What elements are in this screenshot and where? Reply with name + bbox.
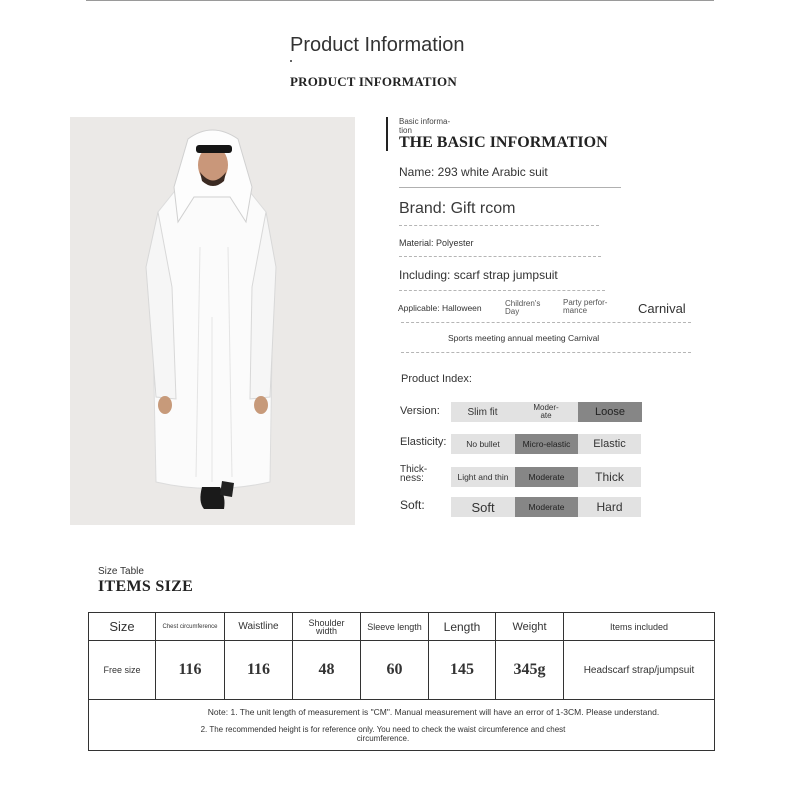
product-brand: Brand: Gift rcom <box>399 200 516 217</box>
cell-items-included: Headscarf strap/jumpsuit <box>564 641 715 700</box>
index-label-thickness: Thick- ness: <box>400 464 428 484</box>
applicable-carnival: Carnival <box>638 301 686 316</box>
page-title: Product Information <box>290 34 465 56</box>
header-shoulder: Shoulder width <box>293 613 361 641</box>
cell-chest: 116 <box>156 641 225 700</box>
product-photo <box>70 117 355 525</box>
divider <box>399 290 605 291</box>
cell-length: 145 <box>429 641 496 700</box>
divider <box>401 322 691 323</box>
cell-weight: 345g <box>496 641 564 700</box>
divider <box>401 352 691 353</box>
size-table-small-label: Size Table <box>98 566 144 577</box>
size-table-notes-row <box>89 700 715 751</box>
applicable-party: Party perfor- mance <box>563 298 608 315</box>
cell-shoulder: 48 <box>293 641 361 700</box>
index-label-elasticity: Elasticity: <box>400 436 447 448</box>
header-weight: Weight <box>496 613 564 641</box>
cell-waistline: 116 <box>225 641 293 700</box>
product-including: Including: scarf strap jumpsuit <box>399 268 558 282</box>
index-option-moderate: Moder- ate <box>514 402 578 422</box>
index-option-light-and-thin: Light and thin <box>451 467 515 487</box>
title-dot <box>290 60 292 62</box>
divider <box>399 187 621 188</box>
model-in-white-thobe-illustration <box>70 117 355 525</box>
index-label-version: Version: <box>400 405 440 417</box>
index-option-slim-fit: Slim fit <box>451 402 514 422</box>
index-option-no-bullet: No bullet <box>451 434 515 454</box>
size-table <box>88 612 715 751</box>
cell-size: Free size <box>89 641 156 700</box>
index-option-soft: Soft <box>451 497 515 517</box>
section-accent-bar <box>386 117 388 151</box>
table-row <box>89 641 715 700</box>
applicable-childrens-day: Children's Day <box>505 299 541 316</box>
divider <box>399 256 601 257</box>
header-chest: Chest circumference <box>156 613 225 641</box>
note-1: Note: 1. The unit length of measurement is "CM". Manual measurement will have an error of 1-3CM. Please understand. <box>207 707 660 717</box>
product-name: Name: 293 white Arabic suit <box>399 165 548 179</box>
basic-info-heading: THE BASIC INFORMATION <box>399 134 608 151</box>
size-table-header-row <box>89 613 715 641</box>
size-table-heading: ITEMS SIZE <box>98 578 194 595</box>
index-option-thick: Thick <box>578 467 641 487</box>
header-length: Length <box>429 613 496 641</box>
index-label-soft: Soft: <box>400 498 425 512</box>
index-option-micro-elastic-selected: Micro-elastic <box>515 434 578 454</box>
header-waistline: Waistline <box>225 613 293 641</box>
note-2: 2. The recommended height is for reference only. You need to check the waist circumference and chest circumference. <box>200 725 566 743</box>
size-table-notes <box>89 700 715 751</box>
header-items-included: Items included <box>564 613 715 641</box>
applicable-more: Sports meeting annual meeting Carnival <box>448 333 600 343</box>
product-index-heading: Product Index: <box>401 373 472 385</box>
index-option-hard: Hard <box>578 497 641 517</box>
index-option-moderate-selected: Moderate <box>515 467 578 487</box>
header-size: Size <box>89 613 156 641</box>
index-option-moderate-selected: Moderate <box>515 497 578 517</box>
divider <box>399 225 599 226</box>
cell-sleeve: 60 <box>361 641 429 700</box>
basic-info-small-label: Basic informa- tion <box>399 117 451 135</box>
index-option-loose-selected: Loose <box>578 402 642 422</box>
index-option-elastic: Elastic <box>578 434 641 454</box>
applicable-label: Applicable: Halloween <box>398 303 482 313</box>
header-sleeve: Sleeve length <box>361 613 429 641</box>
page-subtitle: PRODUCT INFORMATION <box>290 74 457 89</box>
product-material: Material: Polyester <box>399 238 474 248</box>
top-divider <box>86 0 714 1</box>
